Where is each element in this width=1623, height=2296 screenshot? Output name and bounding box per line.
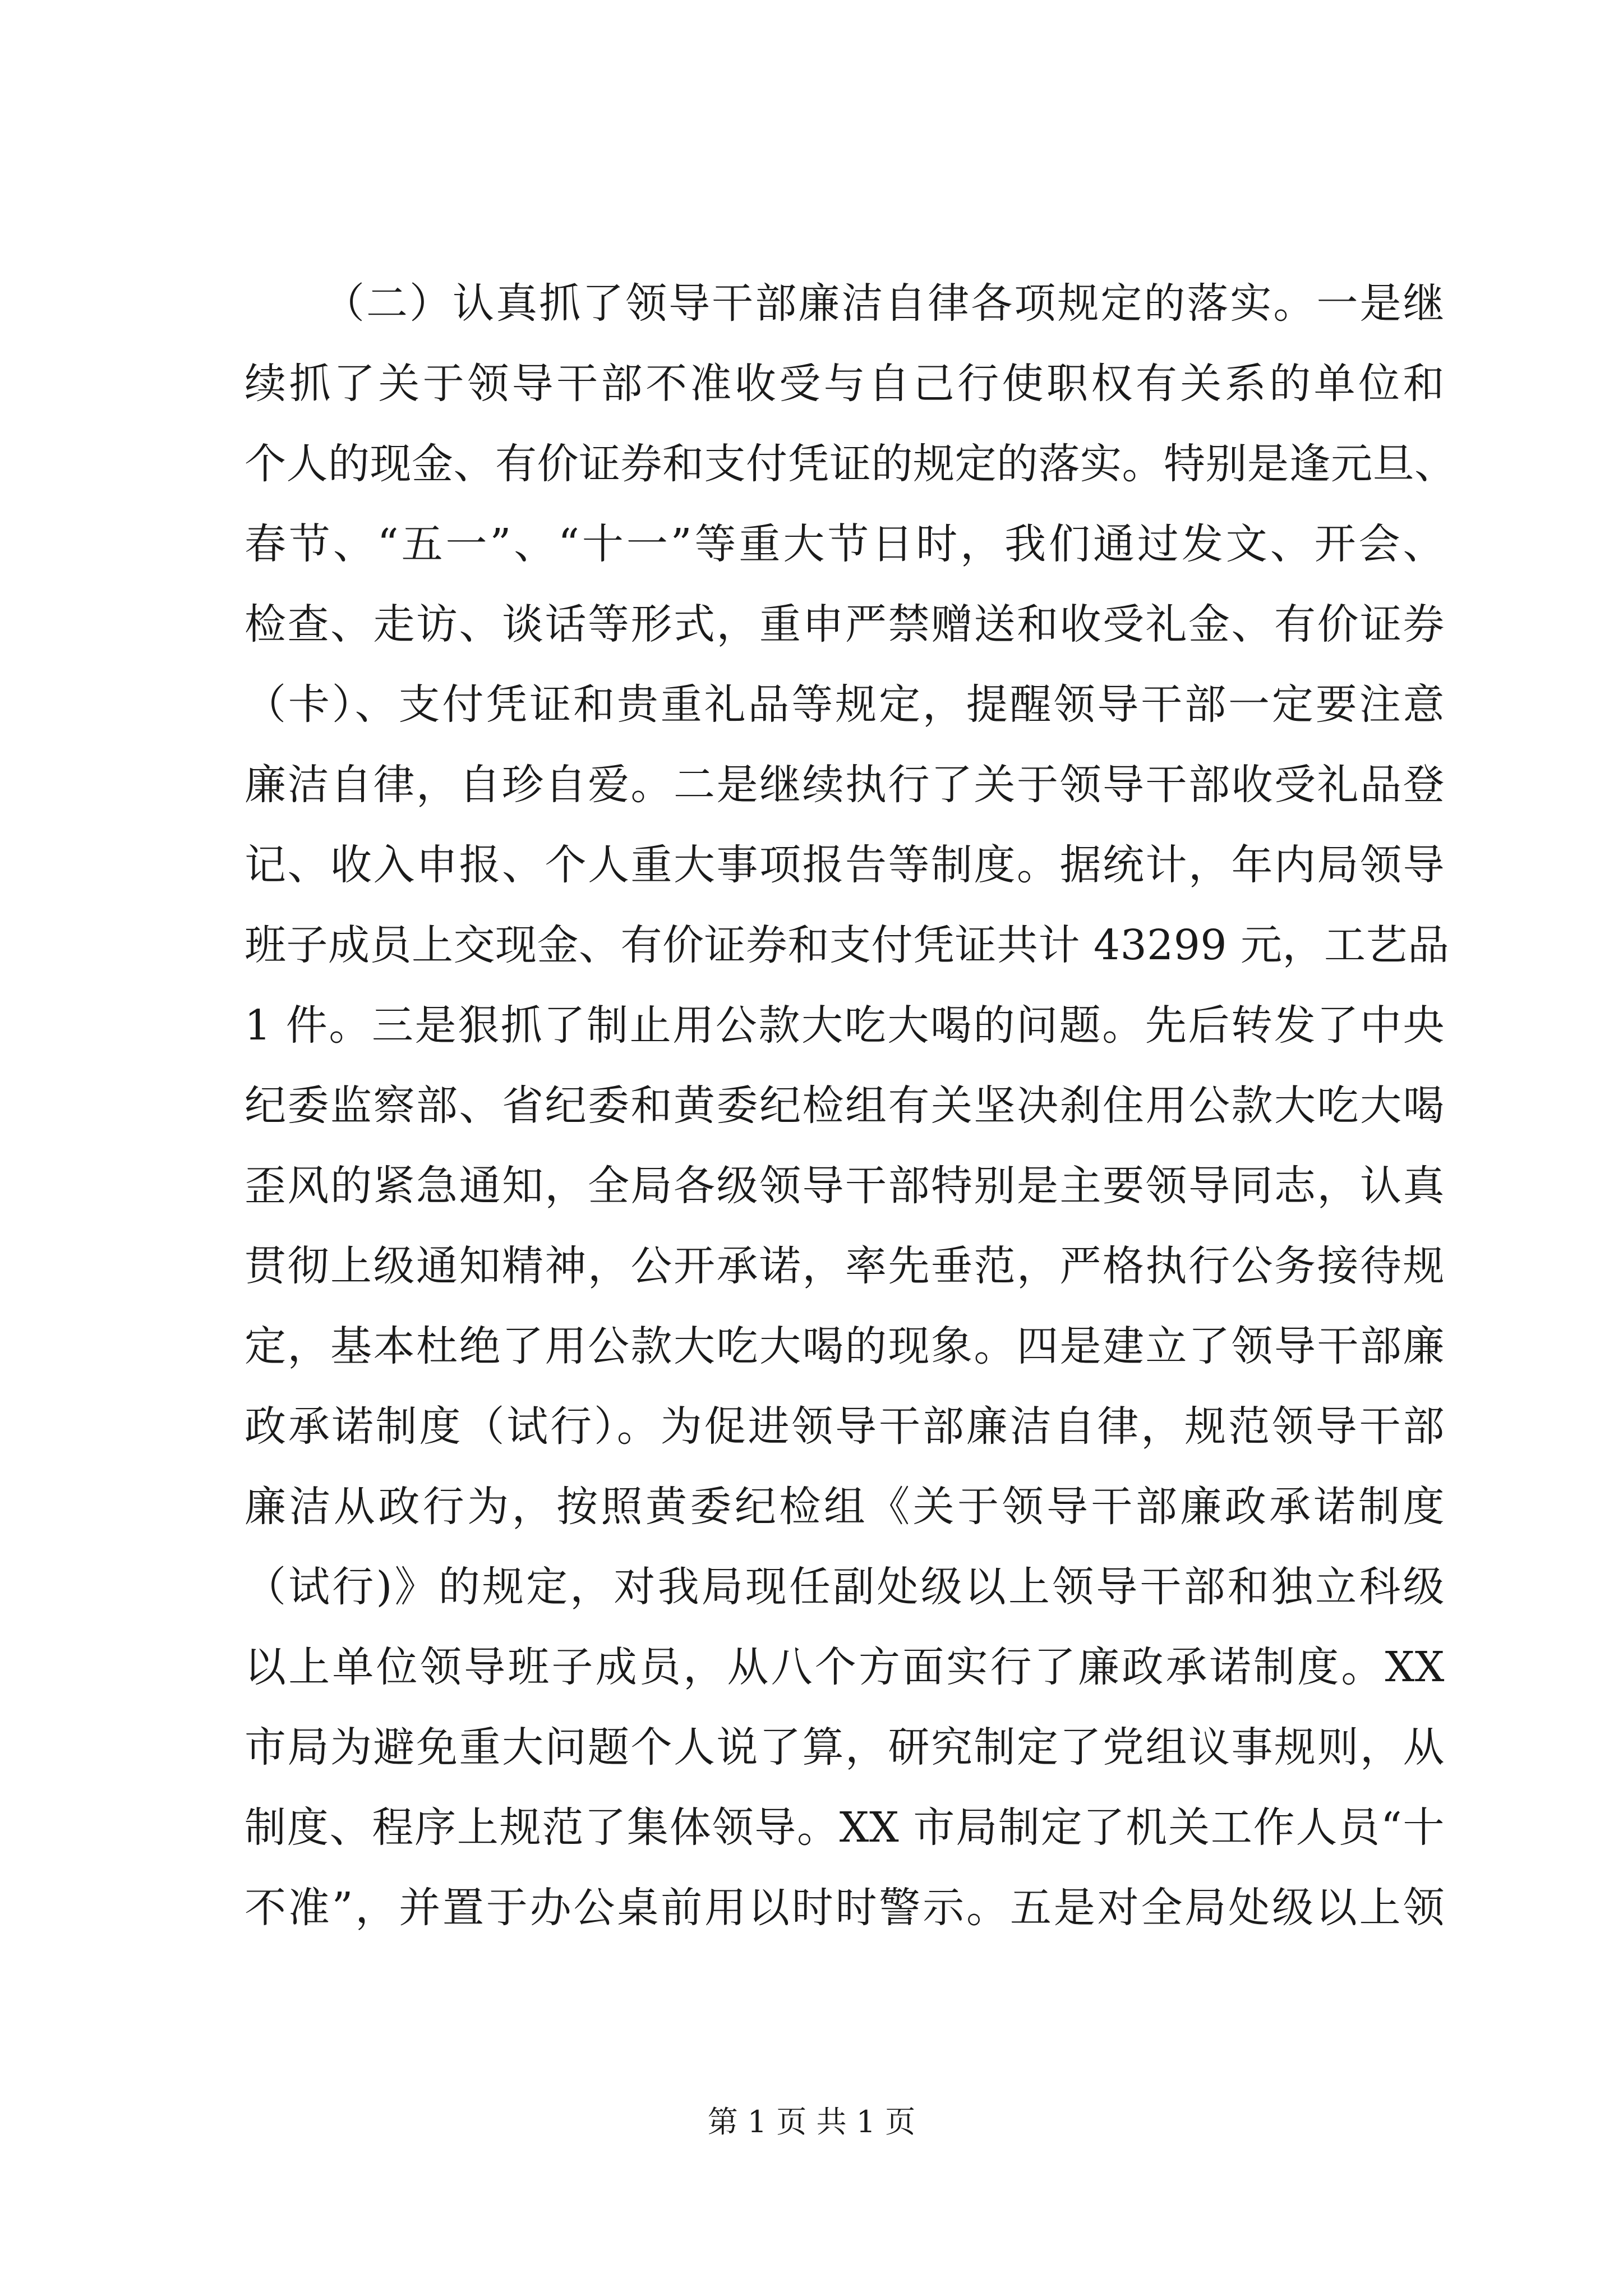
paragraph-line: 歪风的紧急通知，全局各级领导干部特别是主要领导同志，认真 bbox=[245, 1162, 1445, 1210]
paragraph-line: 制度、程序上规范了集体领导。XX 市局制定了机关工作人员“十 bbox=[245, 1803, 1445, 1852]
paragraph-line: 个人的现金、有价证券和支付凭证的规定的落实。特别是逢元旦、 bbox=[245, 440, 1456, 488]
paragraph-line: （试行)》的规定，对我局现任副处级以上领导干部和独立科级 bbox=[245, 1563, 1445, 1611]
paragraph-line: 以上单位领导班子成员，从八个方面实行了廉政承诺制度。XX bbox=[245, 1643, 1445, 1691]
paragraph-line: （卡）、支付凭证和贵重礼品等规定，提醒领导干部一定要注意 bbox=[245, 680, 1445, 729]
paragraph-line: 贯彻上级通知精神，公开承诺，率先垂范，严格执行公务接待规 bbox=[245, 1242, 1445, 1290]
paragraph-line: 1 件。三是狠抓了制止用公款大吃大喝的问题。先后转发了中央 bbox=[245, 1001, 1445, 1050]
paragraph-line: 廉洁自律，自珍自爱。二是继续执行了关于领导干部收受礼品登 bbox=[245, 761, 1445, 809]
paragraph-line: 班子成员上交现金、有价证券和支付凭证共计 43299 元，工艺品 bbox=[245, 921, 1450, 969]
page-number-footer: 第 1 页 共 1 页 bbox=[707, 2104, 916, 2139]
paragraph-line: 廉洁从政行为，按照黄委纪检组《关于领导干部廉政承诺制度 bbox=[245, 1483, 1445, 1531]
paragraph-line: 纪委监察部、省纪委和黄委纪检组有关坚决刹住用公款大吃大喝 bbox=[245, 1082, 1445, 1130]
paragraph-line: 记、收入申报、个人重大事项报告等制度。据统计，年内局领导 bbox=[245, 841, 1445, 889]
paragraph-line: 市局为避免重大问题个人说了算，研究制定了党组议事规则，从 bbox=[245, 1723, 1445, 1772]
paragraph-line: 不准”，并置于办公桌前用以时时警示。五是对全局处级以上领 bbox=[245, 1884, 1445, 1932]
paragraph-line: 政承诺制度（试行）。为促进领导干部廉洁自律，规范领导干部 bbox=[245, 1402, 1445, 1451]
paragraph-line: 春节、“五一”、“十一”等重大节日时，我们通过发文、开会、 bbox=[245, 520, 1445, 568]
paragraph-line: 检查、走访、谈话等形式，重申严禁赠送和收受礼金、有价证券 bbox=[245, 600, 1445, 648]
paragraph-line: 定，基本杜绝了用公款大吃大喝的现象。四是建立了领导干部廉 bbox=[245, 1322, 1445, 1370]
body-paragraph bbox=[245, 264, 1456, 1948]
paragraph-line: （二）认真抓了领导干部廉洁自律各项规定的落实。一是继 bbox=[323, 279, 1445, 328]
paragraph-line: 续抓了关于领导干部不准收受与自己行使职权有关系的单位和 bbox=[245, 360, 1445, 408]
